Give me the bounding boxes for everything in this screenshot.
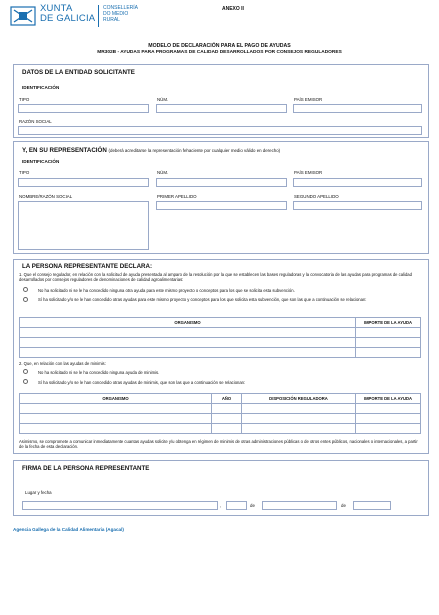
table-cell[interactable]: [212, 414, 242, 424]
organism-column-header: ORGANISMO: [20, 394, 212, 404]
entity-identification-label: IDENTIFICACIÓN: [22, 85, 60, 90]
logo-text: [40, 4, 95, 24]
table-cell[interactable]: [20, 338, 356, 348]
day-field[interactable]: [226, 501, 247, 510]
logo-line-1: XUNTA: [40, 3, 73, 14]
table-row[interactable]: [20, 414, 421, 424]
amount-column-header: IMPORTE DE LA AYUDA: [356, 394, 421, 404]
table-cell[interactable]: [20, 328, 356, 338]
representative-type-label: TIPO: [19, 170, 30, 175]
form-subtitle: MR302B - AYUDAS PARA PROGRAMAS DE CALIDAD DESARROLLADOS POR CONSEJOS REGULADORES: [97, 50, 342, 55]
de-separator-1: de: [250, 503, 255, 508]
business-name-label: RAZÓN SOCIAL: [19, 119, 52, 124]
declaration-point-2: 2. Que, en relación con las ayudas de minimis:: [19, 361, 106, 366]
second-surname-label: SEGUNDO APELLIDO: [294, 194, 339, 199]
entity-type-field[interactable]: [18, 104, 149, 113]
no-other-aid-radio[interactable]: [23, 287, 28, 292]
no-minimis-label: No ha solicitado ni se le ha concedido ninguna ayuda de minimis.: [38, 370, 160, 375]
table-header-row: [20, 394, 421, 404]
annex-label: ANEXO II: [222, 6, 244, 12]
representation-section: [13, 141, 429, 254]
table-row[interactable]: [20, 348, 421, 358]
minimis-label: Sí ha solicitado y/o se le han concedido otras ayudas de minimis, que son las que a continuación se relacionan:: [38, 380, 246, 385]
representation-note: (deberá acreditarse la representación fehaciente por cualquier medio válido en derecho): [108, 148, 281, 153]
entity-section-title: DATOS DE LA ENTIDAD SOLICITANTE: [22, 69, 135, 76]
entity-country-field[interactable]: [293, 104, 422, 113]
month-field[interactable]: [262, 501, 337, 510]
place-date-label: Lugar y fecha: [25, 490, 52, 495]
year-column-header: AÑO: [212, 394, 242, 404]
dept-line-2: DO MEDIO: [103, 11, 129, 17]
table-cell[interactable]: [242, 424, 356, 434]
table-cell[interactable]: [356, 338, 421, 348]
entity-country-label: PAÍS EMISOR: [294, 97, 323, 102]
representation-title-text: Y, EN SU REPRESENTACIÓN: [22, 147, 107, 154]
place-field[interactable]: [22, 501, 218, 510]
representative-name-field[interactable]: [18, 201, 149, 250]
other-aid-radio[interactable]: [23, 297, 28, 302]
representative-country-field[interactable]: [293, 178, 422, 187]
table-header-row: [20, 318, 421, 328]
form-title: MODELO DE DECLARACIÓN PARA EL PAGO DE AYUDAS: [148, 43, 291, 49]
year-field[interactable]: [353, 501, 391, 510]
declaration-section: [13, 259, 429, 454]
minimis-radio[interactable]: [23, 379, 28, 384]
xunta-logo-icon: [10, 6, 36, 26]
business-name-field[interactable]: [18, 126, 422, 135]
declaration-point-1: 1. Que el consejo regulador, en relación con la solicitud de ayuda presentada al amparo de la resolución por la que se establecen las bases reguladoras y la convocatoria de las ayudas para programas de calidad desarrollados por consejos reguladores de denominaciones de calidad agroalimentarias:: [19, 272, 412, 283]
logo-line-2: DE GALICIA: [40, 13, 96, 24]
table-cell[interactable]: [356, 404, 421, 414]
dept-line-1: CONSELLERÍA: [103, 5, 139, 11]
entity-type-label: TIPO: [19, 97, 30, 102]
entity-number-field[interactable]: [156, 104, 287, 113]
entity-number-label: NÚM.: [157, 97, 169, 102]
de-separator-2: de: [341, 503, 346, 508]
table-row[interactable]: [20, 328, 421, 338]
table-cell[interactable]: [356, 328, 421, 338]
dept-line-3: RURAL: [103, 17, 120, 23]
first-surname-field[interactable]: [156, 201, 287, 210]
table-cell[interactable]: [356, 348, 421, 358]
entity-section: [13, 64, 429, 138]
other-aid-label: Sí ha solicitado y/o se le han concedido otras ayudas para este mismo proyecto y conceptos para los que solicita esta subvención, que son las que a continuación se relacionan:: [38, 297, 367, 302]
table-row[interactable]: [20, 404, 421, 414]
table-cell[interactable]: [242, 404, 356, 414]
declaration-section-title: LA PERSONA REPRESENTANTE DECLARA:: [22, 263, 153, 270]
table-cell[interactable]: [20, 424, 212, 434]
other-aid-table: [19, 317, 421, 358]
table-row[interactable]: [20, 424, 421, 434]
table-cell[interactable]: [212, 404, 242, 414]
table-row[interactable]: [20, 338, 421, 348]
representative-number-label: NÚM.: [157, 170, 169, 175]
table-cell[interactable]: [20, 404, 212, 414]
minimis-aid-table: [19, 393, 421, 434]
amount-column-header: IMPORTE DE LA AYUDA: [356, 318, 421, 328]
table-cell[interactable]: [20, 414, 212, 424]
organism-column-header: ORGANISMO: [20, 318, 356, 328]
commitment-text: Asimismo, se compromete a comunicar inmediatamente cuantas ayudas solicite y/u obtenga en régimen de minimis de otras administraciones públicas o de otros entes públicos, nacionales o internacionales, a partir de la fecha de esta declaración.: [19, 439, 418, 450]
logo-divider: [98, 5, 99, 27]
signature-section: [13, 460, 429, 516]
table-cell[interactable]: [356, 424, 421, 434]
department-name: [103, 5, 138, 23]
representative-identification-label: IDENTIFICACIÓN: [22, 159, 60, 164]
no-other-aid-label: No ha solicitado ni se le ha concedido ninguna otra ayuda para este mismo proyecto o conceptos para los que se solicita esta subvención.: [38, 288, 295, 293]
representative-name-label: NOMBRE/RAZÓN SOCIAL: [19, 194, 73, 199]
representative-number-field[interactable]: [156, 178, 287, 187]
comma-separator: ,: [220, 503, 222, 508]
signature-section-title: FIRMA DE LA PERSONA REPRESENTANTE: [22, 465, 150, 472]
representative-type-field[interactable]: [18, 178, 149, 187]
representative-country-label: PAÍS EMISOR: [294, 170, 323, 175]
table-cell[interactable]: [242, 414, 356, 424]
table-cell[interactable]: [356, 414, 421, 424]
agency-footer: Agencia Gallega de la Calidad Alimentaria (Agacal): [13, 527, 124, 532]
second-surname-field[interactable]: [293, 201, 422, 210]
table-cell[interactable]: [20, 348, 356, 358]
representation-section-title: [22, 147, 280, 154]
table-cell[interactable]: [212, 424, 242, 434]
first-surname-label: PRIMER APELLIDO: [157, 194, 197, 199]
regulation-column-header: DISPOSICIÓN REGULADORA: [242, 394, 356, 404]
no-minimis-radio[interactable]: [23, 369, 28, 374]
